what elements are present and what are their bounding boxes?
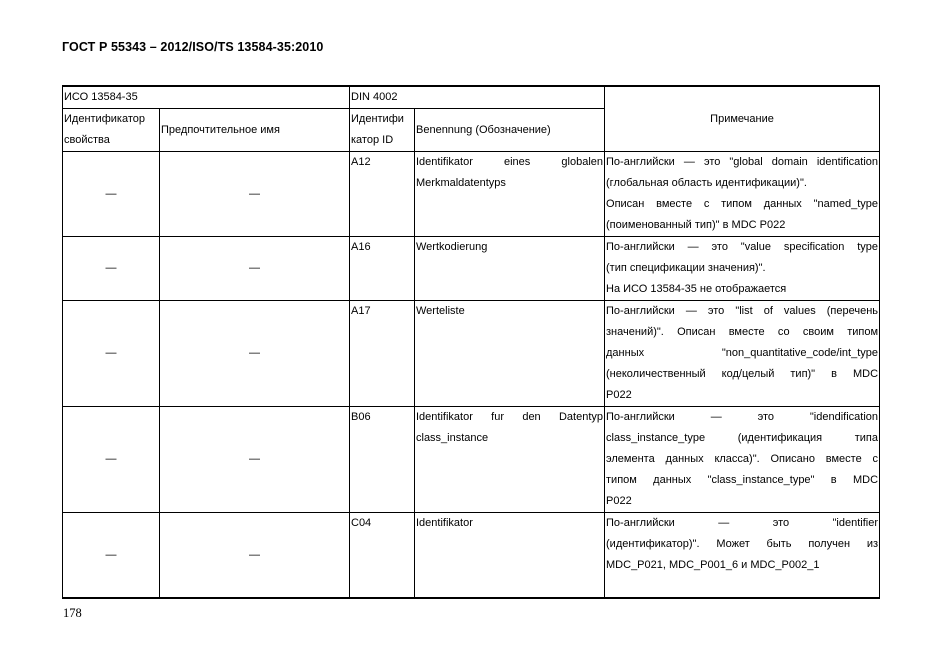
din-identifier-cell: B06 bbox=[350, 407, 415, 513]
note-line: По-английски — это "value specification type bbox=[606, 241, 879, 253]
header-iso-identifier bbox=[63, 109, 160, 152]
note-line: (тип спецификации значения)". bbox=[606, 262, 766, 274]
header-iso-group: ИСО 13584-35 bbox=[63, 86, 350, 109]
iso-identifier-cell: — bbox=[63, 301, 160, 407]
note-line: P022 bbox=[606, 495, 632, 507]
note-line: Описан вместе с типом данных "named_type bbox=[606, 198, 879, 210]
iso-identifier-cell: — bbox=[63, 513, 160, 599]
note-line: По-английски — это "identifier bbox=[606, 517, 879, 529]
note-cell bbox=[605, 513, 880, 599]
table-row bbox=[63, 237, 880, 301]
note-line: По-английски — это "idendification bbox=[606, 411, 879, 423]
header-iso-identifier-line2: свойства bbox=[64, 134, 110, 146]
document-header: ГОСТ Р 55343 – 2012/ISO/TS 13584-35:2010 bbox=[62, 40, 324, 54]
iso-name-cell: — bbox=[160, 152, 350, 237]
note-cell bbox=[605, 152, 880, 237]
note-cell bbox=[605, 407, 880, 513]
note-line: По-английски — это "global domain identification bbox=[606, 156, 879, 168]
note-line: (поименованный тип)" в MDC P022 bbox=[606, 219, 786, 231]
iso-name-cell: — bbox=[160, 301, 350, 407]
note-line: (идентификатор)". Может быть получен из bbox=[606, 538, 879, 550]
iso-name-cell: — bbox=[160, 237, 350, 301]
note-cell bbox=[605, 301, 880, 407]
note-line: На ИСО 13584-35 не отображается bbox=[606, 283, 787, 295]
table-row bbox=[63, 513, 880, 599]
header-din-name: Benennung (Обозначение) bbox=[415, 109, 605, 152]
din-identifier-cell: A17 bbox=[350, 301, 415, 407]
table-row bbox=[63, 407, 880, 513]
note-line: (неколичественный код/целый тип)" в MDC bbox=[606, 368, 879, 380]
din-name-cell: Werteliste bbox=[415, 301, 605, 407]
header-din-identifier-line1: Идентифи bbox=[351, 113, 404, 125]
note-line: типом данных "class_instance_type" в MDC bbox=[606, 474, 879, 486]
din-identifier-cell: A12 bbox=[350, 152, 415, 237]
header-iso-preferred-name: Предпочтительное имя bbox=[160, 109, 350, 152]
page-number: 178 bbox=[63, 606, 82, 620]
din-identifier-cell: C04 bbox=[350, 513, 415, 599]
note-line: MDC_P021, MDC_P001_6 и MDC_P002_1 bbox=[606, 559, 820, 571]
note-line: По-английски — это "list of values (перечень bbox=[606, 305, 879, 317]
header-din-identifier-line2: катор ID bbox=[351, 134, 394, 146]
note-cell bbox=[605, 237, 880, 301]
iso-identifier-cell: — bbox=[63, 237, 160, 301]
header-row-groups bbox=[63, 86, 880, 109]
mapping-table bbox=[62, 85, 880, 599]
note-line: class_instance_type (идентификация типа bbox=[606, 432, 879, 444]
iso-name-cell: — bbox=[160, 513, 350, 599]
note-line: (глобальная область идентификации)". bbox=[606, 177, 807, 189]
din-name-cell: Identifikator bbox=[415, 513, 605, 599]
din-name-cell: Wertkodierung bbox=[415, 237, 605, 301]
table-row bbox=[63, 301, 880, 407]
note-line: данных "non_quantitative_code/int_type bbox=[606, 347, 879, 359]
table-row bbox=[63, 152, 880, 237]
header-din-identifier bbox=[350, 109, 415, 152]
note-line: P022 bbox=[606, 389, 632, 401]
iso-identifier-cell: — bbox=[63, 407, 160, 513]
din-name-cell: Identifikator fur den Datentyp class_instance bbox=[415, 407, 605, 513]
din-name-cell: Identifikator eines globalen Merkmaldatentyps bbox=[415, 152, 605, 237]
header-note: Примечание bbox=[605, 86, 880, 152]
iso-name-cell: — bbox=[160, 407, 350, 513]
note-line: элемента данных класса)". Описано вместе с bbox=[606, 453, 879, 465]
header-iso-identifier-line1: Идентификатор bbox=[64, 113, 145, 125]
din-identifier-cell: A16 bbox=[350, 237, 415, 301]
header-din-group: DIN 4002 bbox=[350, 86, 605, 109]
iso-identifier-cell: — bbox=[63, 152, 160, 237]
note-line: значений)". Описан вместе со своим типом bbox=[606, 326, 879, 338]
